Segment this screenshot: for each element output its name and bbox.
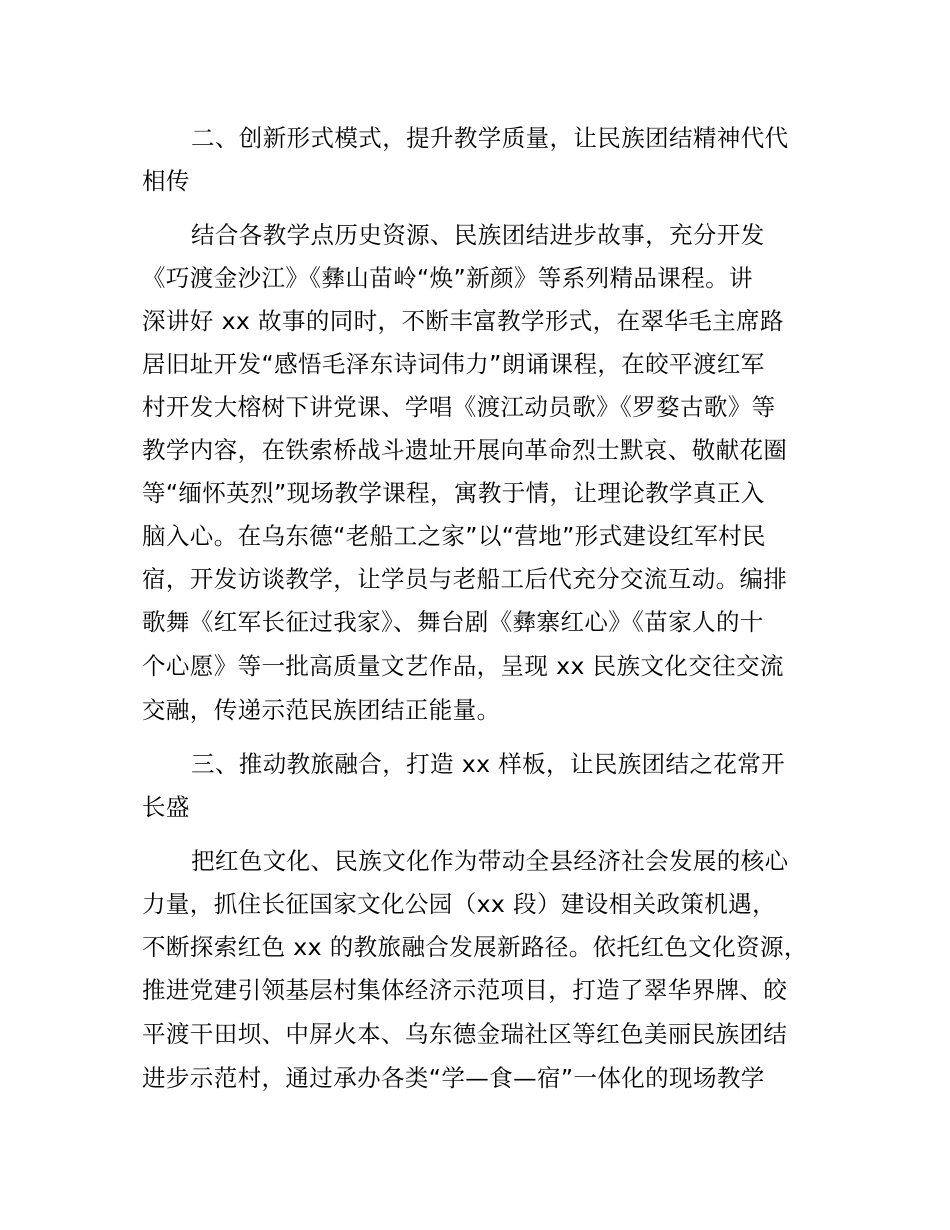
paragraph-line: 交融，传递示范民族团结正能量。 bbox=[142, 696, 501, 724]
paragraph-line: 平渡干田坝、中屏火本、乌东德金瑞社区等红色美丽民族团结 bbox=[142, 1020, 788, 1048]
paragraph-line: 脑入心。在乌东德“老船工之家”以“营地”形式建设红军村民 bbox=[142, 522, 766, 550]
paragraph-line: 宿，开发访谈教学，让学员与老船工后代充分交流互动。编排 bbox=[142, 565, 788, 593]
paragraph-line: 不断探索红色 xx 的教旅融合发展新路径。依托红色文化资源， bbox=[142, 933, 808, 961]
paragraph-line: 歌舞《红军长征过我家》、舞台剧《彝寨红心》《苗家人的十 bbox=[142, 608, 764, 636]
section-heading-3: 三、推动教旅融合，打造 xx 样板，让民族团结之花常开 bbox=[191, 750, 786, 778]
section-heading-2-cont: 相传 bbox=[142, 167, 190, 195]
paragraph-line: 等“缅怀英烈”现场教学课程，寓教于情，让理论教学真正入 bbox=[142, 479, 765, 507]
paragraph-line: 教学内容，在铁索桥战斗遗址开展向革命烈士默哀、敬献花圈 bbox=[142, 436, 788, 464]
paragraph-line: 把红色文化、民族文化作为带动全县经济社会发展的核心 bbox=[191, 847, 789, 875]
paragraph-line: 推进党建引领基层村集体经济示范项目，打造了翠华界牌、皎 bbox=[142, 976, 788, 1004]
paragraph-line: 居旧址开发“感悟毛泽东诗词伟力”朗诵课程，在皎平渡红军 bbox=[142, 350, 765, 378]
paragraph-line: 力量，抓住长征国家文化公园（xx 段）建设相关政策机遇， bbox=[142, 890, 776, 918]
paragraph-line: 《巧渡金沙江》《彝山苗岭“焕”新颜》等系列精品课程。讲 bbox=[142, 264, 753, 292]
paragraph-line: 深讲好 xx 故事的同时，不断丰富教学形式，在翠华毛主席路 bbox=[142, 307, 784, 335]
paragraph-line: 村开发大榕树下讲党课、学唱《渡江动员歌》《罗婺古歌》等 bbox=[142, 393, 776, 421]
paragraph-line: 结合各教学点历史资源、民族团结进步故事，充分开发 bbox=[191, 221, 765, 249]
paragraph-line: 个心愿》等一批高质量文艺作品，呈现 xx 民族文化交往交流 bbox=[142, 652, 784, 680]
section-heading-3-cont: 长盛 bbox=[142, 793, 190, 821]
paragraph-line: 进步示范村，通过承办各类“学—食—宿”一体化的现场教学 bbox=[142, 1064, 765, 1092]
section-heading-2: 二、创新形式模式，提升教学质量，让民族团结精神代代 bbox=[191, 124, 789, 152]
